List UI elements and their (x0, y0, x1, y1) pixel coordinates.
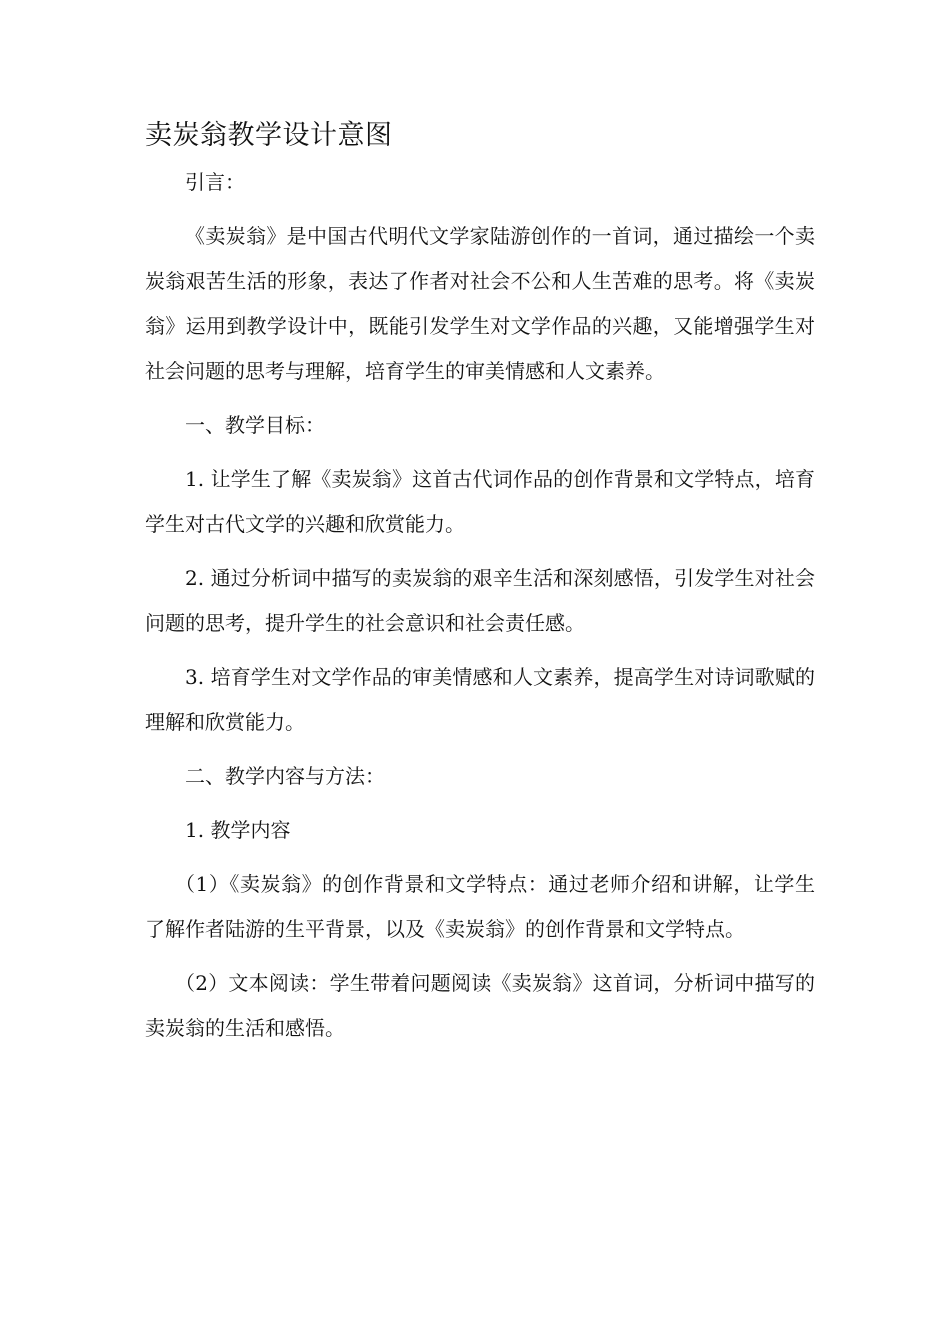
section-heading-content-methods: 二、教学内容与方法： (185, 764, 385, 788)
goal-item-1: 1. 让学生了解《卖炭翁》这首古代词作品的创作背景和文学特点，培育学生对古代文学的兴趣和欣赏能力。 (145, 467, 815, 536)
goal-item-3: 3. 培育学生对文学作品的审美情感和人文素养，提高学生对诗词歌赋的理解和欣赏能力。 (145, 665, 815, 734)
document-body (145, 160, 815, 1060)
intro-heading: 引言： (185, 170, 245, 194)
document-title: 卖炭翁教学设计意图 (145, 120, 393, 151)
intro-paragraph: 《卖炭翁》是中国古代明代文学家陆游创作的一首词，通过描绘一个卖炭翁艰苦生活的形象，表达了作者对社会不公和人生苦难的思考。将《卖炭翁》运用到教学设计中，既能引发学生对文学作品的兴趣，又能增强学生对社会问题的思考与理解，培育学生的审美情感和人文素养。 (145, 224, 815, 383)
content-item-2: （2）文本阅读：学生带着问题阅读《卖炭翁》这首词，分析词中描写的卖炭翁的生活和感悟。 (145, 971, 815, 1040)
subsection-heading-content: 1. 教学内容 (185, 818, 291, 842)
goal-item-2: 2. 通过分析词中描写的卖炭翁的艰辛生活和深刻感悟，引发学生对社会问题的思考，提升学生的社会意识和社会责任感。 (145, 566, 815, 635)
section-heading-goals: 一、教学目标： (185, 413, 325, 437)
content-item-1: （1）《卖炭翁》的创作背景和文学特点：通过老师介绍和讲解，让学生了解作者陆游的生平背景，以及《卖炭翁》的创作背景和文学特点。 (145, 872, 815, 941)
